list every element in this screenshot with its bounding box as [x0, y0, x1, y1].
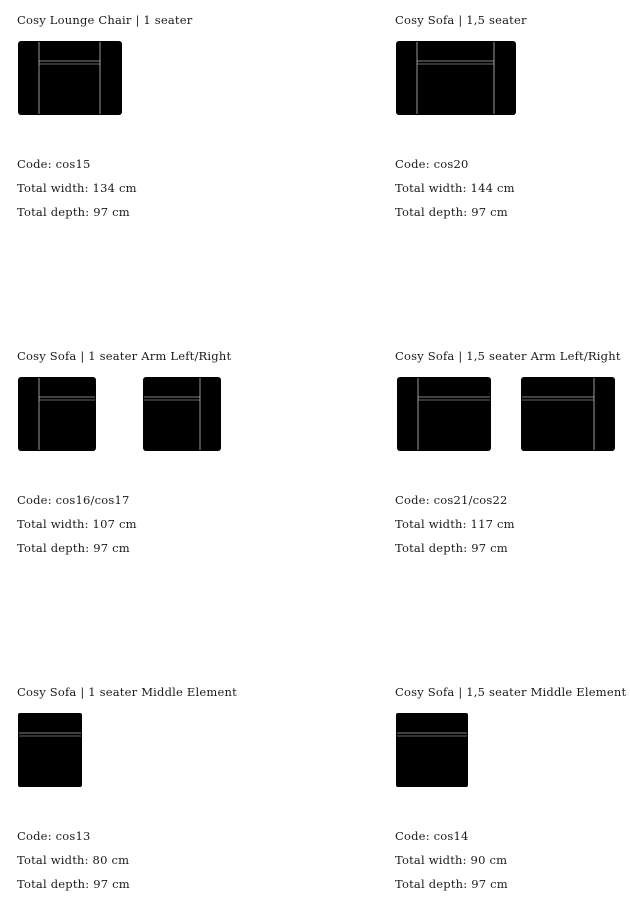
sofa-arm-right-icon [520, 375, 616, 453]
product-title: Cosy Sofa | 1,5 seater [395, 13, 527, 27]
product-width: Total width: 80 cm [17, 853, 130, 867]
product-depth: Total depth: 97 cm [395, 877, 508, 891]
sofa-arm-left-icon [396, 375, 492, 453]
sofa-arm-right-icon [142, 375, 222, 453]
product-code: Code: cos13 [17, 829, 91, 843]
product-depth: Total depth: 97 cm [395, 205, 508, 219]
sofa-middle-element-icon [395, 711, 469, 789]
sofa-chair-icon [17, 39, 123, 117]
product-title: Cosy Sofa | 1 seater Arm Left/Right [17, 349, 232, 363]
product-width: Total width: 107 cm [17, 517, 137, 531]
sofa-1-5-seater-icon [395, 39, 517, 117]
sofa-middle-element-icon [17, 711, 83, 789]
product-width: Total width: 144 cm [395, 181, 515, 195]
product-code: Code: cos14 [395, 829, 469, 843]
product-title: Cosy Sofa | 1,5 seater Arm Left/Right [395, 349, 621, 363]
product-width: Total width: 117 cm [395, 517, 515, 531]
product-code: Code: cos20 [395, 157, 469, 171]
product-width: Total width: 90 cm [395, 853, 508, 867]
sofa-arm-left-icon [17, 375, 97, 453]
product-depth: Total depth: 97 cm [17, 877, 130, 891]
product-code: Code: cos16/cos17 [17, 493, 130, 507]
product-width: Total width: 134 cm [17, 181, 137, 195]
product-title: Cosy Sofa | 1,5 seater Middle Element [395, 685, 627, 699]
product-depth: Total depth: 97 cm [17, 205, 130, 219]
product-title: Cosy Lounge Chair | 1 seater [17, 13, 193, 27]
product-depth: Total depth: 97 cm [17, 541, 130, 555]
product-title: Cosy Sofa | 1 seater Middle Element [17, 685, 237, 699]
product-code: Code: cos15 [17, 157, 91, 171]
product-code: Code: cos21/cos22 [395, 493, 508, 507]
product-depth: Total depth: 97 cm [395, 541, 508, 555]
